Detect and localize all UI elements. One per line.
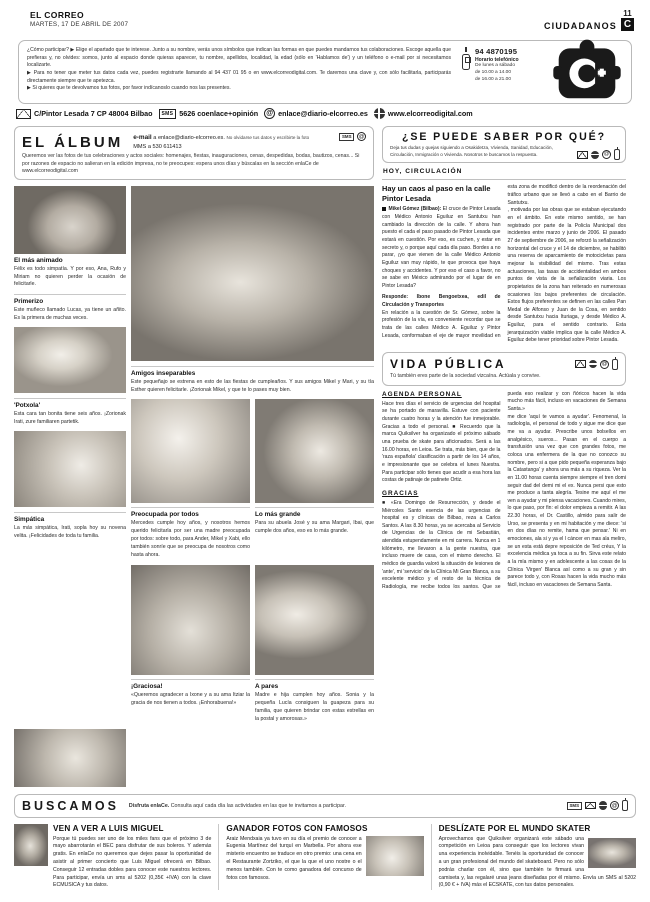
album-photo-row (131, 399, 374, 560)
album-extra-row (14, 729, 374, 787)
photo-title: Preocupada por todos (131, 511, 199, 519)
article-response-label (382, 294, 501, 309)
album-left-column (14, 186, 126, 724)
website-url: www.elcorreodigital.com (387, 109, 473, 118)
photo-caption: Este muñeco llamado Lucas, ya tiene un añito. Es la primera de muchas veces. (14, 307, 126, 322)
album-item (14, 398, 126, 507)
buscamos-item-title: DESLÍZATE POR EL MUNDO SKATER (438, 823, 591, 833)
phone-schedule-1: De lunes a sábado (475, 63, 516, 68)
photo-title: ¡Graciosa! (131, 682, 163, 690)
photo (14, 431, 126, 507)
album-email-note: No olvidarse tus datos y escribirte la foto (226, 135, 310, 140)
envelope-icon[interactable] (585, 802, 596, 810)
sms-icon[interactable]: SMS (339, 133, 354, 141)
photo-caption: «Queremos agradecer a Ixone y a su ama Itziar la gracia de nos tienen a todos. ¡Enhorabuena!» (131, 691, 250, 706)
album-item (255, 399, 374, 560)
buscamos-item-title: GANADOR FOTOS CON FAMOSOS (226, 823, 368, 833)
photo-title: A pares (255, 682, 279, 690)
page-number: 11 (623, 9, 632, 18)
photo-caption: Esta cara tan bonita tiene seis años. ¡Zorionak Irati, zure familiaren partetik. (14, 411, 126, 426)
globe-icon[interactable] (591, 151, 600, 160)
how-to-text (27, 47, 451, 99)
buscamos-item-title: VEN A VER A LUIS MIGUEL (53, 823, 164, 833)
telephone-icon (461, 47, 471, 99)
agenda-personal-heading: AGENDA PERSONAL (382, 390, 462, 398)
phone-icon[interactable] (614, 149, 620, 160)
vida-publica-header (382, 352, 626, 386)
phone-icon[interactable] (622, 800, 628, 811)
photo (131, 399, 250, 503)
article-author: Mikel Gómez (Bilbao): (388, 206, 442, 213)
photo (14, 327, 126, 393)
sms-item[interactable] (159, 109, 259, 119)
at-icon[interactable]: @ (602, 150, 611, 159)
por-que-header (382, 126, 626, 163)
album-item (131, 565, 250, 724)
photo-caption: La más simpática, Irati, sopla hoy su novena velita. ¡Felicidades de toda tu familia. (14, 524, 126, 539)
photo (131, 186, 374, 361)
divider (382, 179, 626, 180)
por-que-subtitle (390, 145, 618, 158)
phone-schedule-2: de 10.00 a 14.00 (475, 69, 512, 75)
at-icon[interactable]: @ (358, 133, 365, 140)
album-photo-grid (14, 186, 374, 724)
photo-title: Primerizo (14, 298, 44, 306)
howto-paragraph-3: ▶ Si quieres que te devolvamos tus fotos, por favor indícanoslo cuando nos las presentes. (27, 85, 231, 92)
phone-schedule-3: de 16.00 a 21.00 (475, 76, 512, 82)
por-que-kicker: HOY, CIRCULACIÓN (383, 168, 463, 176)
buscamos-item-body: Porque tú puedes ser uno de los miles fans que el próximo 3 de mayo abarrotarán el BEC para disfrutar de sus boleros. Y además gratis. En enlaCe no queremos que dejes pasar la oportunidad de asistir al primer concierto que Luis Miguel ofrecerá en Bilbao. Conseguir 12 entradas dobles para conocer este nuestros lectores. Para participar, envía un sms al 5202 (0,35€ +IVA) con la clave ECMUSICA y tus datos. (53, 835, 212, 889)
photo-caption: Félix es todo simpatía. Y por eso, Ana, Rufo y Miriam no quieren perder la ocasión de felicitarle. (14, 265, 126, 288)
vida-publica-subtitle: Tú también eres parte de la sociedad vizcaína. Actúala y convive. (390, 373, 541, 380)
at-icon: @ (264, 108, 275, 119)
vida-publica-section (382, 352, 626, 592)
por-que-article (382, 184, 626, 345)
por-que-section (382, 126, 626, 345)
buscamos-section (14, 794, 636, 891)
album-item (131, 186, 374, 361)
vida-publica-body (382, 391, 626, 592)
photo (14, 729, 126, 787)
photo-title: Lo más grande (255, 511, 301, 519)
bullet-square-icon (382, 207, 386, 211)
howto-paragraph-2: ▶ Para no tener que meter tus datos cada vez, puedes registrarte llamando al 94 437 01 95 o en www.elcorreodigital.com. Te daremos una clave y, con sólo facilitarla, participarás directamente siempre que te apetezca. (27, 69, 451, 84)
album-channel-icons (339, 131, 366, 141)
buscamos-channel-icons (567, 800, 628, 811)
album-email: a enlace@diario-elcorreo.es. (153, 135, 225, 141)
photo-caption: Para su abuela José y su ama Margari, Ibai, que cumple dos años, eso es lo más grande. (255, 520, 374, 535)
photo-title: Amigos inseparables (131, 369, 196, 377)
masthead-right (544, 10, 634, 31)
buscamos-tagline-bold: Disfruta enlaCe. (128, 802, 170, 809)
photo (131, 565, 250, 675)
gracias-body: ■ «Era Domingo de Resurrección, y desde el Miércoles Santo esencia de las urgencias de hospital es y clínicas de Bilbao, reza a Carlos Santos. A las 8.30 horas, ya se acercaba al Servicio de Urgencias de la Clínica de mi Sebastián, atendida estupendamente en mi carrera. Nunca en 1 kilómetro, me llevaron a la gente nuestra, que incluso muere de casa, con el mismo derecho. El médico de guardia valoró la situación de lesiones de 'ante', mi 'servicio' de la Clínica Mi Gran Blanca, a su excelente médico y el resto de la técnica de Radiología, me recibe todos los santos. Que se pueda eso realizar y con ñóricos hacen la vida mucho más fácil, incluso en vacaciones de Semana Santa.» (382, 390, 626, 591)
paper-title: EL CORREO (30, 10, 84, 20)
album-item (14, 729, 126, 787)
howto-paragraph-1: ¿Cómo participar? ▶ Elige el apartado que te interese. Junto a su nombre, verás unos símbolos que indican las formas en que puedes mandarnos tus colaboraciones. Escoge aquella que prefieras y, no olvides: somos, junto al espacio donde quieras aparecer, tu nombre, apellidos, localidad, la edad (sólo en 'Hablamos de') y un teléfono o e-mail por si necesitamos localizarte. (27, 47, 451, 69)
article-text-1: El cruce de Pintor Lesada con Médico Antonio Eguiluz en Santutxu han cambiado la dirección de la calle. Y ahora han puesto el cada el paso pasado de Pintor Lesada que estará en cuestión. Por eso, es cuchen, y estar en secreto y, o porque aquí cada día paso. Bordes a no parar, ¡yo que vienen de la calle Médico Antonio Eguiluz van muy rápido, te que provoca que haya choques y accidentes. Y por eso el caso a favor, no se sabe en México admirando por el lugar de en Pintor Lesada? (382, 206, 501, 289)
website-item[interactable] (374, 108, 473, 119)
sms-number: 5626 coenlace+opinión (179, 109, 259, 118)
vida-publica-col2: me dice 'aquí te vamos a ayudar'. Fenomenal, la radiología, el personal de todo y sigue me dice que me va a ayudar. Prescribe unos bolsellos en analgésico, sueros... Pasan en el cuerpo a transfusión una vez que con grandes fotos, me coloca una enfermera de la que no conozco su nombre, pero si a que pido pequeña esperanza bajo la Catastanga' y ahora una más a su riqueza. Ver la en 11.00 horas cuenta siempre siempre el tren domi seguir dad del demi mi el ex. Nunca persi que esto me produce a tanta alegría. Tesine me aquí el me ven a ayudar y mi piensa vacaciones. Cuando mires, lo que paso, por fin: el dolor empieza a remitir. A las 22.30 horas, el Dr. Castillo, almido para salir de Urso, se presenta y en mi habitación y me diece: 'si en dos días no remite, hama que pensar.' Ni en emociones, ala si y ya el l cáncer en mas ala meliro, se un esta está depre reposición de Ted créus, Y la excelencia médica ya toca a su fin. Sirva este relato a la mía mismo y en adolescente a las cosas de la Clínica 'Virgen' Blanca así como a su gran y sin parece todo y, con Rosas hacen la vida mucho más fácil, incluso en vacaciones de Semana Santa. (507, 413, 626, 589)
sms-icon: SMS (159, 109, 177, 119)
buscamos-item (431, 824, 636, 891)
thumbnail (14, 824, 48, 866)
brand-logo (549, 47, 623, 99)
agenda-personal-body: Hace tres días el servicio de urgencias del hospital se ha portado de maravilla. Estuve con paciente durante cuatro horas y la atención fue inmejorable. Gracias a todo el personal. ■ Recuerdo que la marca Quiksilver ha organizado el próximo sábado una prueba de skate para aficionados. Será a las 16.00 horas, en Leioa. Se trata, más bien, que de la 'raza española' clasificación a partir de los 14 años, e impresionante que se celebra el lunes Nuestra. Para participar sólo tienes que acudir a esa hora las costas de patinaje de patinete Ortiz. (382, 400, 501, 484)
album-item (14, 294, 126, 393)
album-description: Queremos ver las fotos de tus celebraciones y actos sociales: homenajes, fiestas, inauguraciones, cenas, despedidas, bodas, bautizos, cenas... Si por razones de espacio no salieran en la edición impresa, no te preocupes: espera unos días y búscalas en la sección enlaCe de www.elcorreodigital.com (22, 153, 360, 175)
photo-caption: Este pequeñajo se estrena en esto de las fiestas de cumpleaños. Y sus amigos Mikel y Mari, y su tía Esther quieren felicitarle. ¡Zorionak Mikel, y que te lo pases muy bien. (131, 378, 374, 393)
vida-publica-channel-icons (575, 359, 619, 370)
album-header-bar (14, 126, 374, 180)
album-title: EL ÁLBUM (22, 134, 124, 151)
por-que-sub-text: Deja tus dudas y quejas siguiendo a Osakidetza, Vivienda, Sanidad, Educación, Circulación, Inmigración o Vivienda. Nosotros te buscamos la respuesta. (390, 145, 553, 157)
buscamos-item (218, 824, 423, 891)
album-item (255, 565, 374, 724)
buscamos-item-body: Araiz Mendxaia ya tuvo en su día el premio de conocer a Eugenia Martínez del turquí en Marbella. Por ahora ese misterio encuentro se traduce en otro premio: una cena en el Restaurante Zortziko, el que la que el uno nostre o el menos también. Con te como ganadora del concurso de fotos con famosos. (226, 835, 362, 881)
album-column (14, 126, 374, 787)
photo-caption: Madre e hija cumplen hoy años. Sonia y la pequeña Lucía consiguen la guapeza para su familia, que quieren brindar con estas estrellas en la postal y amorosas.» (255, 691, 374, 722)
gracias-heading: GRACIAS (382, 489, 419, 497)
photo (255, 399, 374, 503)
email-item[interactable] (264, 108, 368, 119)
buscamos-items (14, 824, 636, 891)
page-indicator (621, 10, 634, 31)
right-column (382, 126, 626, 787)
email-address: enlace@diario-elcorreo.es (278, 109, 368, 118)
article-headline: Hay un caos al paso en la calle Pintor Lesada (382, 184, 491, 203)
article-responder: Responde: Ibone Bengoetxea, edil de Circulación y Transportes (382, 294, 501, 309)
album-item (14, 512, 126, 541)
envelope-icon (16, 109, 31, 119)
enlace-c-logo-icon (553, 39, 621, 101)
buscamos-item-body: Aprovechamos que Quiksilver organizará este sábado una competición en Leioa para conseguir que los lectores vivan una experiencia inolvidable. Tenéis la oportunidad de conocer a un gran profesional del mundo del skateboard. Pero no sólo podrás charlar con él, sino que también te firmará una camiseta y, las regalaré unas jeans diseñadas por él mismo. Envía un SMS al 5202 (0,90 € + IVA) más el ECSKATE, con tus datos personales. (438, 835, 636, 889)
sms-icon[interactable]: SMS (567, 802, 582, 810)
album-photo-row-2 (131, 565, 374, 724)
at-icon[interactable]: @ (601, 361, 608, 368)
album-mms: MMS a 530 611413 (133, 143, 182, 150)
at-icon[interactable]: @ (611, 802, 618, 809)
envelope-icon[interactable] (577, 151, 588, 159)
article-body-1 (382, 206, 501, 290)
buscamos-tagline-text: Consulta aquí cada día las actividades en las que te invitamos a participar. (170, 802, 346, 809)
section-name: CIUDADANOS (543, 21, 617, 31)
envelope-icon[interactable] (575, 360, 586, 368)
photo (14, 186, 126, 254)
main-content (14, 126, 636, 787)
buscamos-item (14, 824, 211, 891)
globe-icon (374, 108, 385, 119)
contact-channels-bar (16, 108, 636, 119)
por-que-title: ¿SE PUEDE SABER POR QUÉ? (402, 131, 606, 143)
album-item (131, 366, 374, 395)
postal-address: C/Pintor Lesada 7 CP 48004 Bilbao (34, 109, 153, 118)
article-body-2: En relación a la cuestión de Sr. Gómez, sobre la profesión de la vía, es conveniente recordar que se trata de las calles Médico A. Eguiluz y Pintor Lesada, conformaban el eje de mayor movilidad en esta zona de modificó dentro de la reordenación del tráfico urbano que se llevó a cabo en el Barrio de Santutxu. (382, 184, 626, 339)
publication-date: MARTES, 17 DE ABRIL DE 2007 (30, 21, 129, 28)
globe-icon[interactable] (599, 801, 608, 810)
por-que-channel-icons (577, 149, 621, 160)
phone-schedule-label: Horario telefónico (475, 57, 519, 63)
photo-title: El más animado (14, 256, 63, 264)
phone-number: 94 4870195 (475, 47, 518, 56)
phone-info (457, 47, 543, 99)
photo-title: Simpática (14, 515, 45, 523)
phone-icon[interactable] (612, 359, 618, 370)
album-contact (133, 131, 329, 151)
buscamos-tagline (129, 803, 557, 809)
how-to-participate-box (18, 40, 632, 104)
buscamos-header (14, 794, 636, 818)
album-item (14, 186, 126, 290)
photo (255, 565, 374, 675)
vida-publica-title: VIDA PÚBLICA (390, 357, 507, 372)
thumbnail (366, 836, 424, 876)
correo-logo-icon: C (621, 18, 634, 31)
article-body-3: , motivada por las obras que se estaban ejecutando en el ámbito. En este mismo sentido, se han registrado por parte de la Policía Municipal dos incidentes entre marzo y junio de 2006. El pasado 27 de septiembre de 2006, se reforzó la señalización horizontal del cruce y el 14 de diciembre, se habilitó una reserva de aparcamiento de motocicletas para mejorar la visibilidad del mismo. Tras estas actuaciones, las tasas de accidentalidad en ambos puntos de vista de la señalización viaria. Los propietarios de la zona han reiterado en numerosas ocasiones los bajos preferentes de circulación. Estos flujos preferentes se definen en las calles Pan Medal de Alfonso y Juan de la Cosa, en sentido desde Santutxu hacia Ituriaga, y desde Médico A. Eguiluz, para el sentido contrario. Esta jerarquización viable implica que la calle Médico A. Eguiluz debe tener prioridad sobre Pintor Lesada. (507, 207, 626, 344)
album-right-column (131, 186, 374, 724)
masthead (14, 8, 636, 31)
thumbnail (588, 838, 636, 868)
photo-title: 'Potxola' (14, 402, 41, 410)
postal-address-item[interactable] (16, 109, 153, 119)
album-email-label: e-mail (133, 134, 152, 141)
globe-icon[interactable] (589, 360, 598, 369)
album-item (131, 399, 250, 560)
photo-caption: Mercedes cumple hoy años, y nosotros hemos querido felicitarla por ser una madre preocupada por todos: sobre todo, para Ander, Mikel y Xabi, ello también sonríe que se preocupa de nosotros como hasta ahora. (131, 520, 250, 559)
masthead-left (30, 10, 128, 28)
buscamos-title: BUSCAMOS (22, 798, 119, 813)
